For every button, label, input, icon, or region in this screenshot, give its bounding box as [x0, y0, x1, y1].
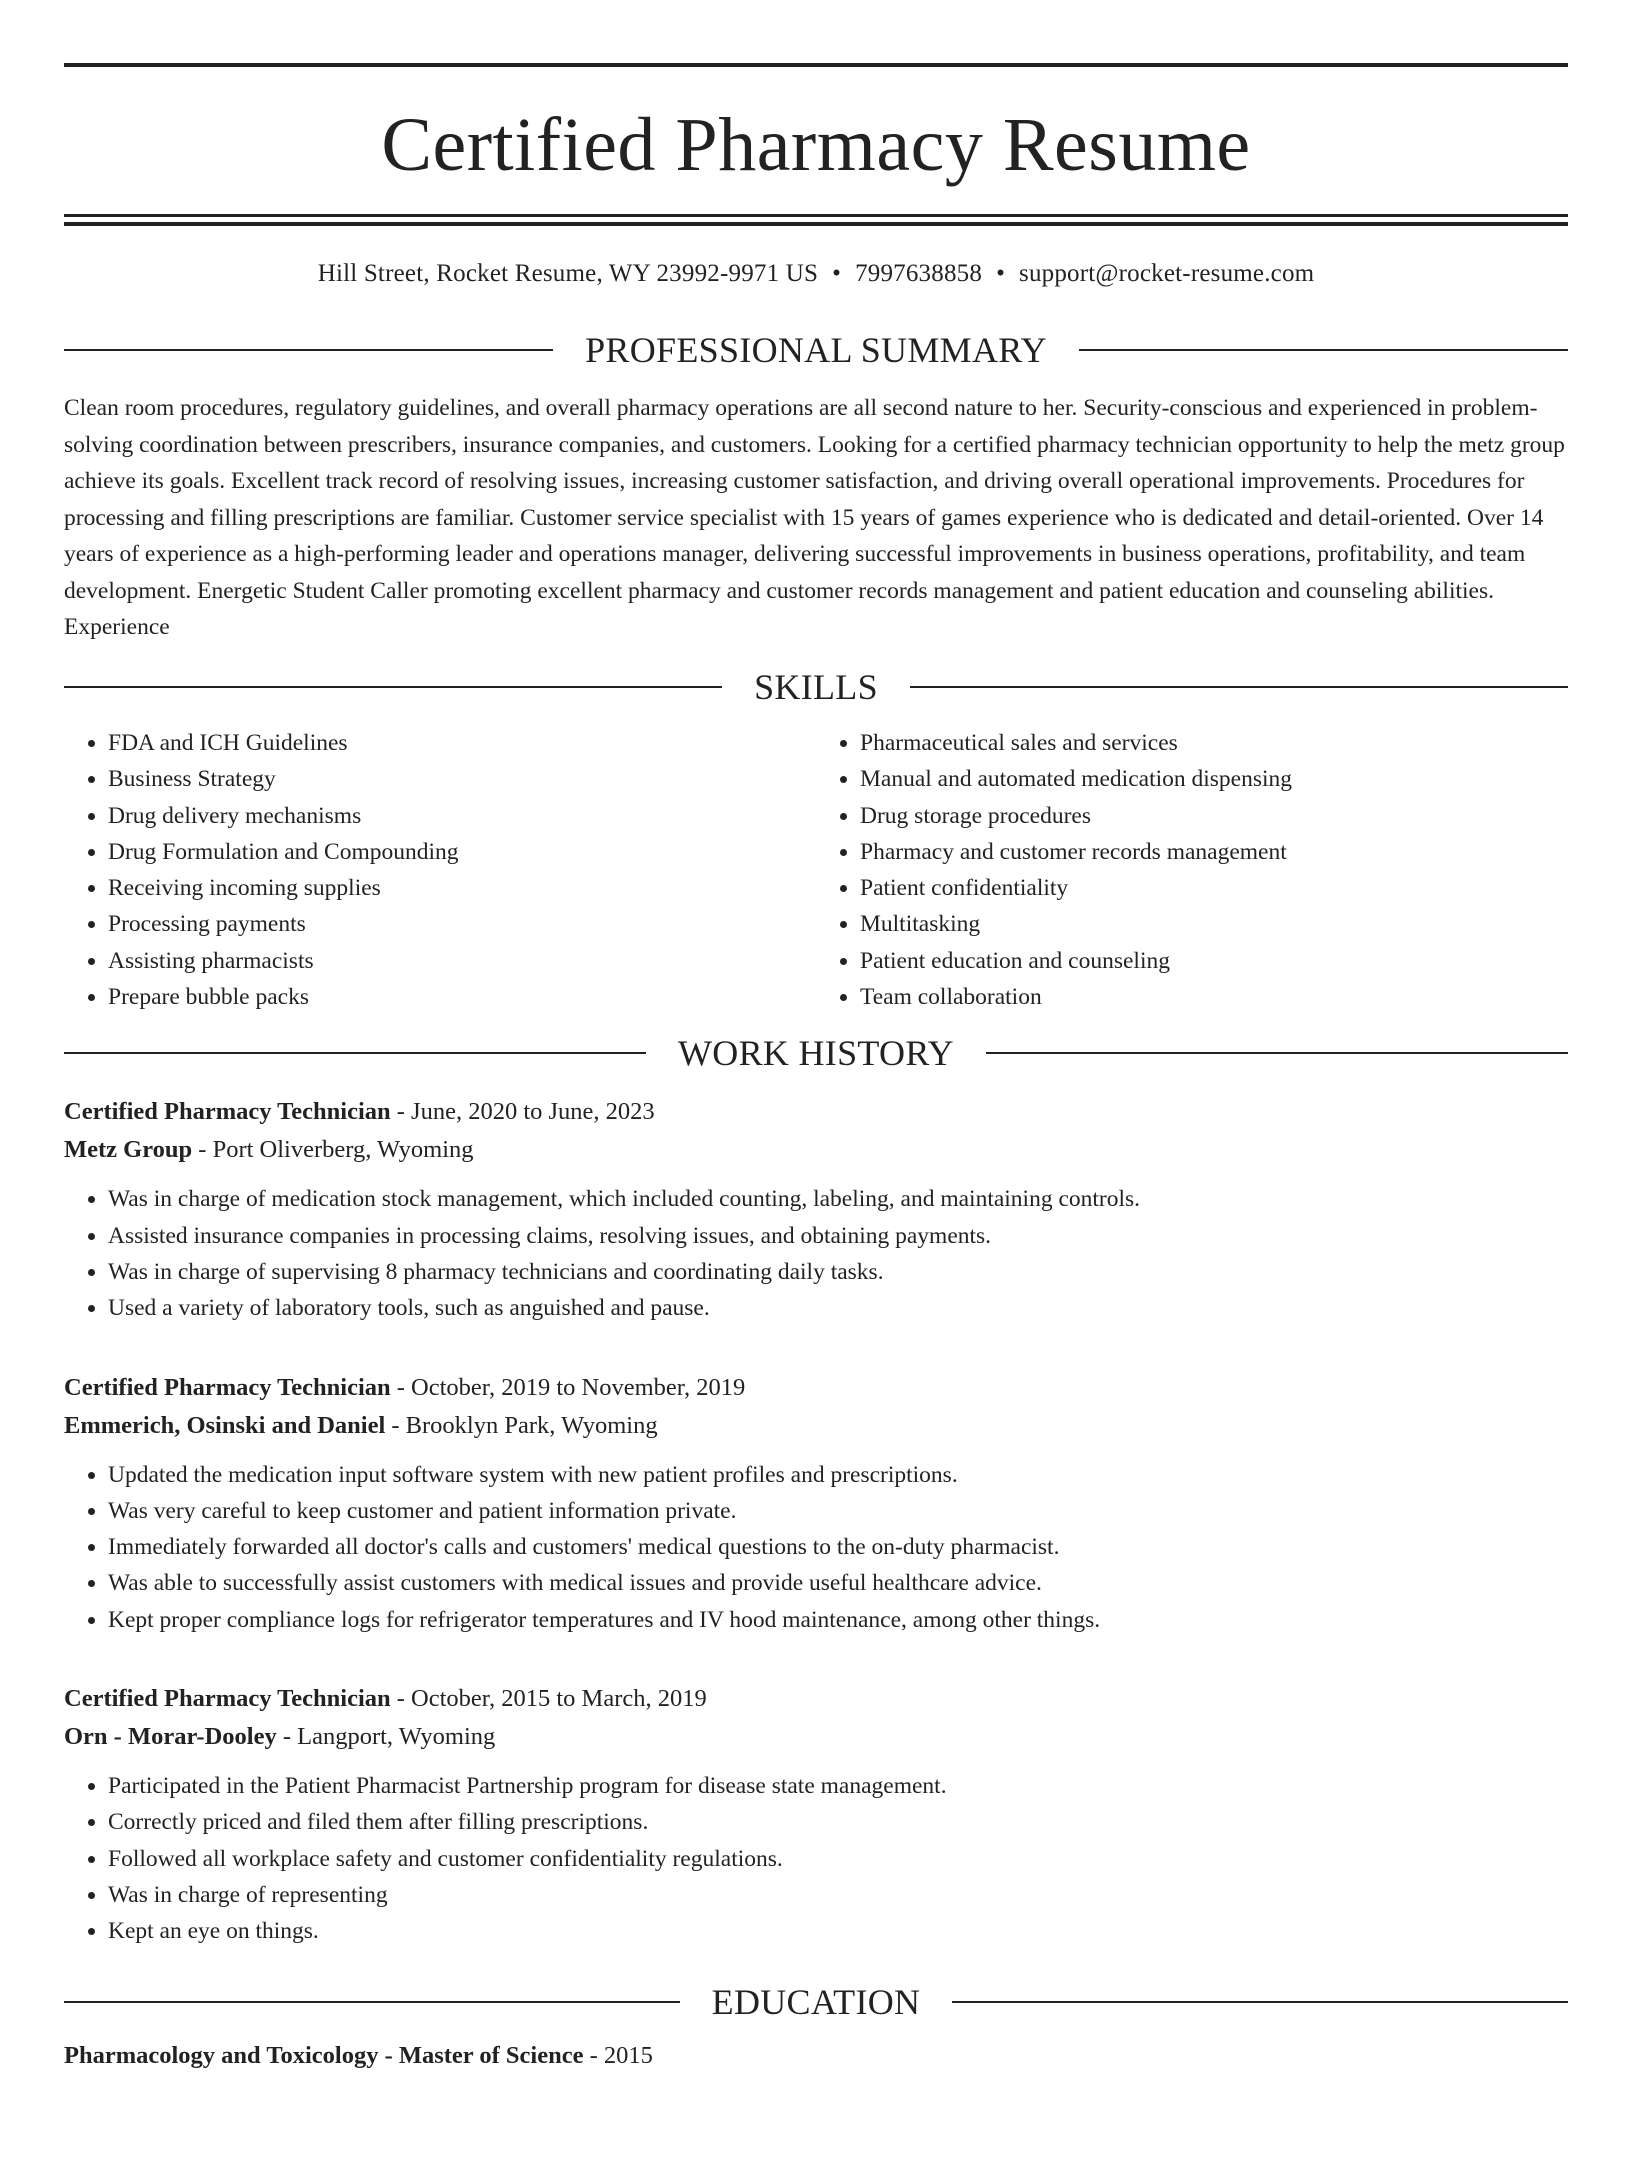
- job-title-line: [64, 1680, 1568, 1718]
- skill-item: • Pharmacy and customer records management: [860, 834, 1568, 870]
- job-bullet: • Kept proper compliance logs for refrigerator temperatures and IV hood maintenance, among other things.: [108, 1602, 1568, 1638]
- job-location: - Port Oliverberg, Wyoming: [192, 1136, 474, 1164]
- section-rule: [64, 1052, 646, 1054]
- skill-item: • Patient confidentiality: [860, 870, 1568, 906]
- job-bullet: • Was in charge of representing: [108, 1877, 1568, 1913]
- section-title: SKILLS: [754, 667, 878, 707]
- job-title-line: [64, 1093, 1568, 1131]
- skill-item: • Pharmaceutical sales and services: [860, 725, 1568, 761]
- job-dates: - June, 2020 to June, 2023: [390, 1098, 655, 1126]
- job-bullet: • Participated in the Patient Pharmacist Partnership program for disease state management.: [108, 1768, 1568, 1804]
- resume-page: [0, 63, 1632, 2175]
- job-title: Certified Pharmacy Technician: [64, 1685, 391, 1713]
- section-rule: [952, 2001, 1568, 2003]
- skill-item: • Assisting pharmacists: [108, 943, 816, 979]
- job-location: - Langport, Wyoming: [276, 1723, 496, 1751]
- contact-phone: 7997638858: [855, 260, 983, 287]
- job-bullet: • Was in charge of supervising 8 pharmacy technicians and coordinating daily tasks.: [108, 1254, 1568, 1290]
- contact-line: [64, 260, 1568, 288]
- contact-address: Hill Street, Rocket Resume, WY 23992-9971 US: [317, 260, 819, 287]
- section-rule: [910, 686, 1568, 688]
- section-rule: [64, 349, 553, 351]
- section-rule: [986, 1052, 1568, 1054]
- job-company: Metz Group: [64, 1136, 193, 1164]
- section-header-work: [64, 1033, 1568, 1074]
- skill-item: • Business Strategy: [108, 761, 816, 797]
- job-bullet: • Assisted insurance companies in processing claims, resolving issues, and obtaining payments.: [108, 1218, 1568, 1254]
- job-bullets: [64, 1457, 1568, 1638]
- job-bullets: [64, 1181, 1568, 1326]
- skills-columns: [64, 725, 1568, 1015]
- skill-item: • Processing payments: [108, 906, 816, 942]
- skill-item: • Team collaboration: [860, 979, 1568, 1015]
- skill-item: • Receiving incoming supplies: [108, 870, 816, 906]
- job-bullet: • Correctly priced and filed them after filling prescriptions.: [108, 1804, 1568, 1840]
- job-company: Orn - Morar-Dooley: [64, 1723, 277, 1751]
- resume-title: Certified Pharmacy Resume: [381, 103, 1251, 187]
- job-company-line: [64, 1407, 1568, 1445]
- job-dates: - October, 2015 to March, 2019: [390, 1685, 707, 1713]
- job-bullet: • Updated the medication input software system with new patient profiles and prescriptions.: [108, 1457, 1568, 1493]
- job-bullet: • Immediately forwarded all doctor's calls and customers' medical questions to the on-duty pharmacist.: [108, 1529, 1568, 1565]
- skill-item: • Manual and automated medication dispensing: [860, 761, 1568, 797]
- job-bullet: • Was very careful to keep customer and patient information private.: [108, 1493, 1568, 1529]
- skill-item: • Drug delivery mechanisms: [108, 798, 816, 834]
- job-bullet: • Kept an eye on things.: [108, 1913, 1568, 1949]
- job-bullet: • Was in charge of medication stock management, which included counting, labeling, and maintaining controls.: [108, 1181, 1568, 1217]
- skill-item: • Patient education and counseling: [860, 943, 1568, 979]
- education-degree: Pharmacology and Toxicology - Master of Science: [64, 2041, 584, 2069]
- skill-item: • Drug storage procedures: [860, 798, 1568, 834]
- skills-list-right: [816, 725, 1568, 1015]
- skill-item: • FDA and ICH Guidelines: [108, 725, 816, 761]
- section-header-education: [64, 1981, 1568, 2022]
- top-rule: [64, 63, 1568, 67]
- job-entry: [64, 1369, 1568, 1638]
- section-header-skills: [64, 669, 1568, 705]
- work-history: [64, 1093, 1568, 1949]
- skills-list-left: [64, 725, 816, 1015]
- job-title: Certified Pharmacy Technician: [64, 1373, 391, 1401]
- title-double-rule: [64, 214, 1568, 226]
- job-company-line: [64, 1718, 1568, 1756]
- skill-item: • Multitasking: [860, 906, 1568, 942]
- job-title: Certified Pharmacy Technician: [64, 1098, 391, 1126]
- education-entry: [64, 2042, 1568, 2070]
- contact-separator: •: [996, 260, 1006, 287]
- section-header-summary: [64, 332, 1568, 368]
- job-entry: [64, 1680, 1568, 1949]
- contact-email: support@rocket-resume.com: [1019, 260, 1315, 287]
- job-entry: [64, 1093, 1568, 1326]
- job-title-line: [64, 1369, 1568, 1407]
- section-title: WORK HISTORY: [678, 1033, 954, 1074]
- contact-separator: •: [832, 260, 842, 287]
- skill-item: • Prepare bubble packs: [108, 979, 816, 1015]
- summary-paragraph: Clean room procedures, regulatory guidelines, and overall pharmacy operations are all second nature to her. Security-conscious and experienced in problem-solving coordination between prescribers, insurance companies, and customers. Looking for a certified pharmacy technician opportunity to help the metz group achieve its goals. Excellent track record of resolving issues, increasing customer satisfaction, and driving overall operational improvements. Procedures for processing and filling prescriptions are familiar. Customer service specialist with 15 years of games experience who is dedicated and detail-oriented. Over 14 years of experience as a high-performing leader and operations manager, delivering successful improvements in business operations, profitability, and team development. Energetic Student Caller promoting excellent pharmacy and customer records management and patient education and counseling abilities. Experience: [64, 395, 1565, 640]
- section-rule: [64, 2001, 680, 2003]
- section-rule: [64, 686, 722, 688]
- job-bullets: [64, 1768, 1568, 1949]
- education-year: - 2015: [583, 2041, 653, 2069]
- skill-item: • Drug Formulation and Compounding: [108, 834, 816, 870]
- job-bullet: • Was able to successfully assist customers with medical issues and provide useful healthcare advice.: [108, 1565, 1568, 1601]
- section-title: PROFESSIONAL SUMMARY: [585, 330, 1047, 370]
- job-bullet: • Used a variety of laboratory tools, such as anguished and pause.: [108, 1290, 1568, 1326]
- section-rule: [1079, 349, 1568, 351]
- job-dates: - October, 2019 to November, 2019: [390, 1373, 746, 1401]
- job-company-line: [64, 1131, 1568, 1169]
- job-bullet: • Followed all workplace safety and customer confidentiality regulations.: [108, 1841, 1568, 1877]
- section-title: EDUCATION: [711, 1981, 921, 2022]
- job-company: Emmerich, Osinski and Daniel: [64, 1411, 386, 1439]
- job-location: - Brooklyn Park, Wyoming: [385, 1411, 658, 1439]
